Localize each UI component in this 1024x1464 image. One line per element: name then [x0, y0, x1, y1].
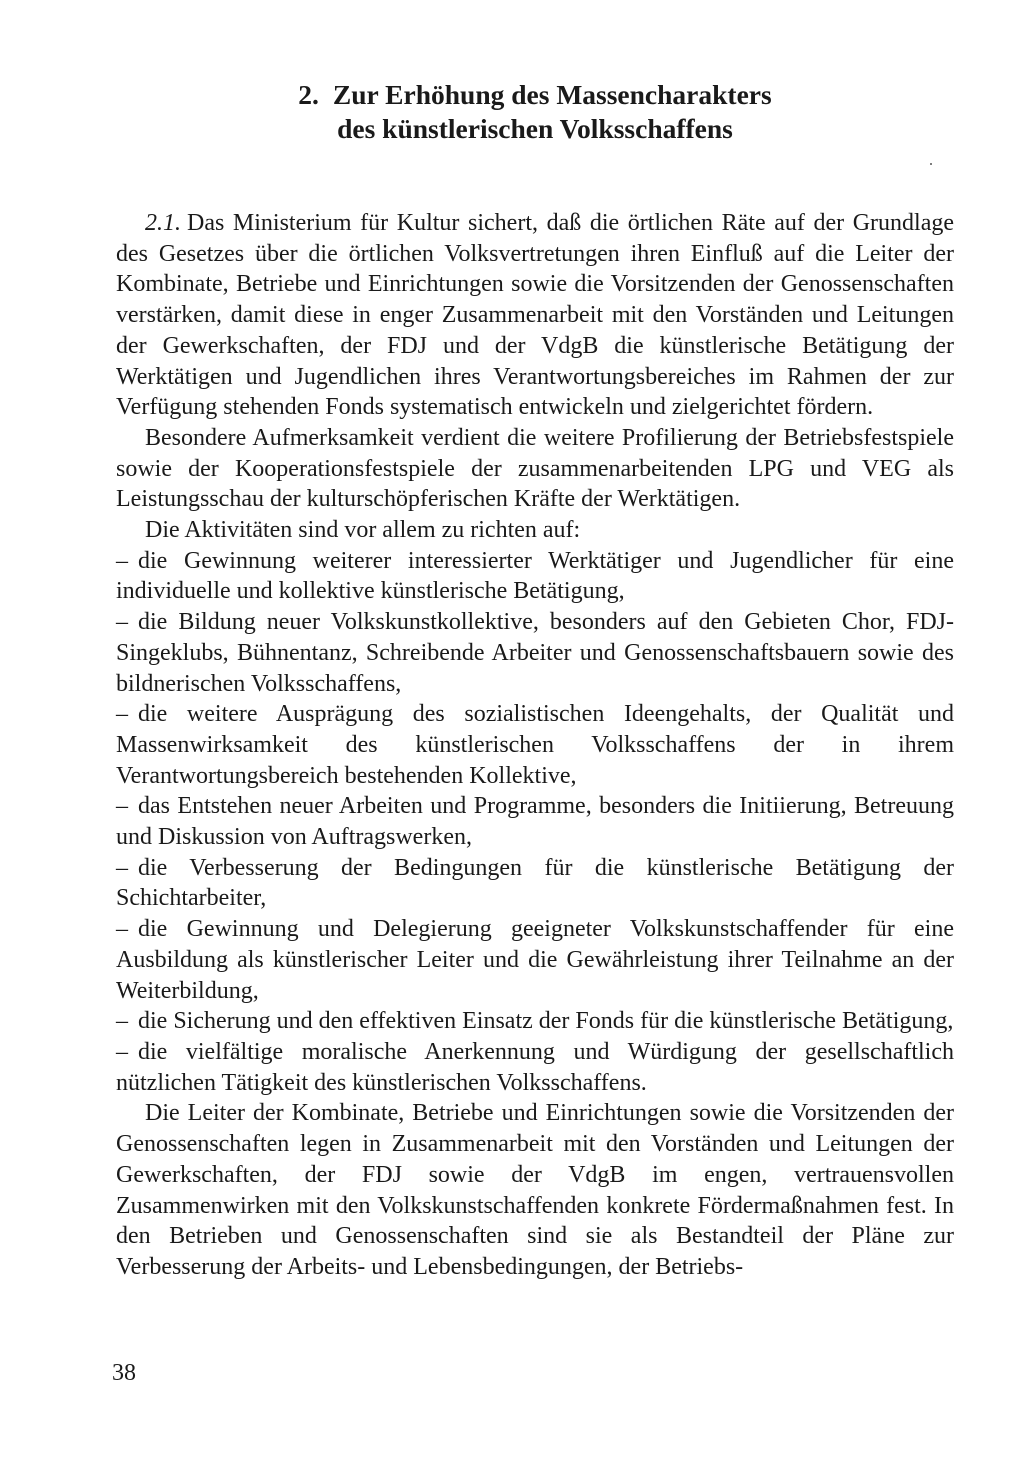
list-item — [116, 699, 954, 791]
paragraph-festspiele: Besondere Aufmerksamkeit verdient die weitere Profilierung der Betriebsfestspiele sowie der Kooperationsfestspiele der zusammenarbeitenden LPG und VEG als Leistungsschau der kulturschöpferischen Kräfte der Werktätigen. — [116, 424, 954, 513]
list-item-text: die Gewinnung und Delegierung geeigneter Volkskunstschaffender für eine Ausbildung als künstlerischer Leiter und die Gewährleistung ihrer Teilnahme an der Weiterbildung, — [116, 916, 954, 1004]
list-item-text: die Verbesserung der Bedingungen für die künstlerische Betätigung der Schichtarbeiter, — [116, 854, 954, 912]
list-dash: – — [116, 793, 128, 820]
paragraph-2-1-text: Das Ministerium für Kultur sichert, daß die örtlichen Räte auf der Grundlage des Gesetzes über die örtlichen Volksvertretungen ihren Einfluß auf die Leiter der Kombinate, Betriebe und Einrichtungen sowie die Vorsitzenden der Genossenschaften verstärken, damit diese in enger Zusammenarbeit mit den Vorständen und Leitungen der Gewerkschaften, der FDJ und der VdgB die künstlerische Betätigung der Werktätigen und Jugendlichen ihres Verantwortungsbereiches im Rahmen der zur Verfügung stehenden Fonds systematisch entwickeln und zielgerichtet fördern. — [116, 210, 954, 421]
heading-number: 2. — [298, 79, 319, 110]
paragraph-leiter: Die Leiter der Kombinate, Betriebe und Einrichtungen sowie die Vorsitzenden der Genossenschaften legen in Zusammenarbeit mit den Vorständen und Leitungen der Gewerkschaften, der FDJ sowie der VdgB im engen, vertrauensvollen Zusammenwirken mit den Volkskunstschaffenden konkrete Fördermaßnahmen fest. In den Betrieben und Genossenschaften sind sie als Bestandteil der Pläne zur Verbesserung der Arbeits- und Lebensbedingungen, der Betriebs- — [116, 1100, 954, 1280]
list-item — [116, 607, 954, 699]
section-number: 2.1. — [145, 210, 181, 236]
list-item-text: die Sicherung und den effektiven Einsatz der Fonds für die künstlerische Betätigung, — [138, 1008, 954, 1035]
page-content — [116, 78, 954, 1283]
list-item-text: die Bildung neuer Volkskunstkollektive, besonders auf den Gebieten Chor, FDJ-Singeklubs, Bühnentanz, Schreibende Arbeiter und Genossenschaftsbauern sowie des bildnerischen Volksschaffens, — [116, 609, 954, 697]
list-dash: – — [116, 1008, 128, 1035]
list-item — [116, 853, 954, 914]
list-item — [116, 1006, 954, 1037]
list-dash: – — [116, 916, 128, 943]
list-item — [116, 914, 954, 1006]
heading-line-2: des künstlerischen Volksschaffens — [337, 113, 733, 144]
list-dash: – — [116, 854, 128, 881]
list-dash: – — [116, 609, 128, 636]
paragraph-aktivitaeten: Die Aktivitäten sind vor allem zu richten auf: — [145, 517, 581, 544]
list-item-text: die weitere Ausprägung des sozialistischen Ideengehalts, der Qualität und Massenwirksamkeit des künstlerischen Volksschaffens der in ihrem Verantwortungsbereich bestehenden Kollektive, — [116, 701, 954, 789]
list-item — [116, 546, 954, 607]
heading-title-1: Zur Erhöhung des Massencharakters — [332, 79, 772, 110]
list-item — [116, 1037, 954, 1098]
body-text — [116, 208, 954, 1283]
list-item — [116, 791, 954, 852]
list-dash: – — [116, 701, 128, 728]
section-heading — [116, 78, 954, 146]
list-item-text: das Entstehen neuer Arbeiten und Programme, besonders die Initiierung, Betreuung und Diskussion von Auftragswerken, — [116, 793, 954, 851]
list-dash: – — [116, 547, 128, 574]
page-number: 38 — [112, 1360, 136, 1386]
paragraph-2-1 — [116, 208, 954, 423]
list-dash: – — [116, 1038, 128, 1065]
list-item-text: die vielfältige moralische Anerkennung und Würdigung der gesellschaftlich nützlichen Tätigkeit des künstlerischen Volksschaffens. — [116, 1038, 954, 1096]
heading-line-1 — [116, 78, 954, 112]
list-item-text: die Gewinnung weiterer interessierter Werktätiger und Jugendlicher für eine individuelle und kollektive künstlerische Betätigung, — [116, 547, 954, 605]
